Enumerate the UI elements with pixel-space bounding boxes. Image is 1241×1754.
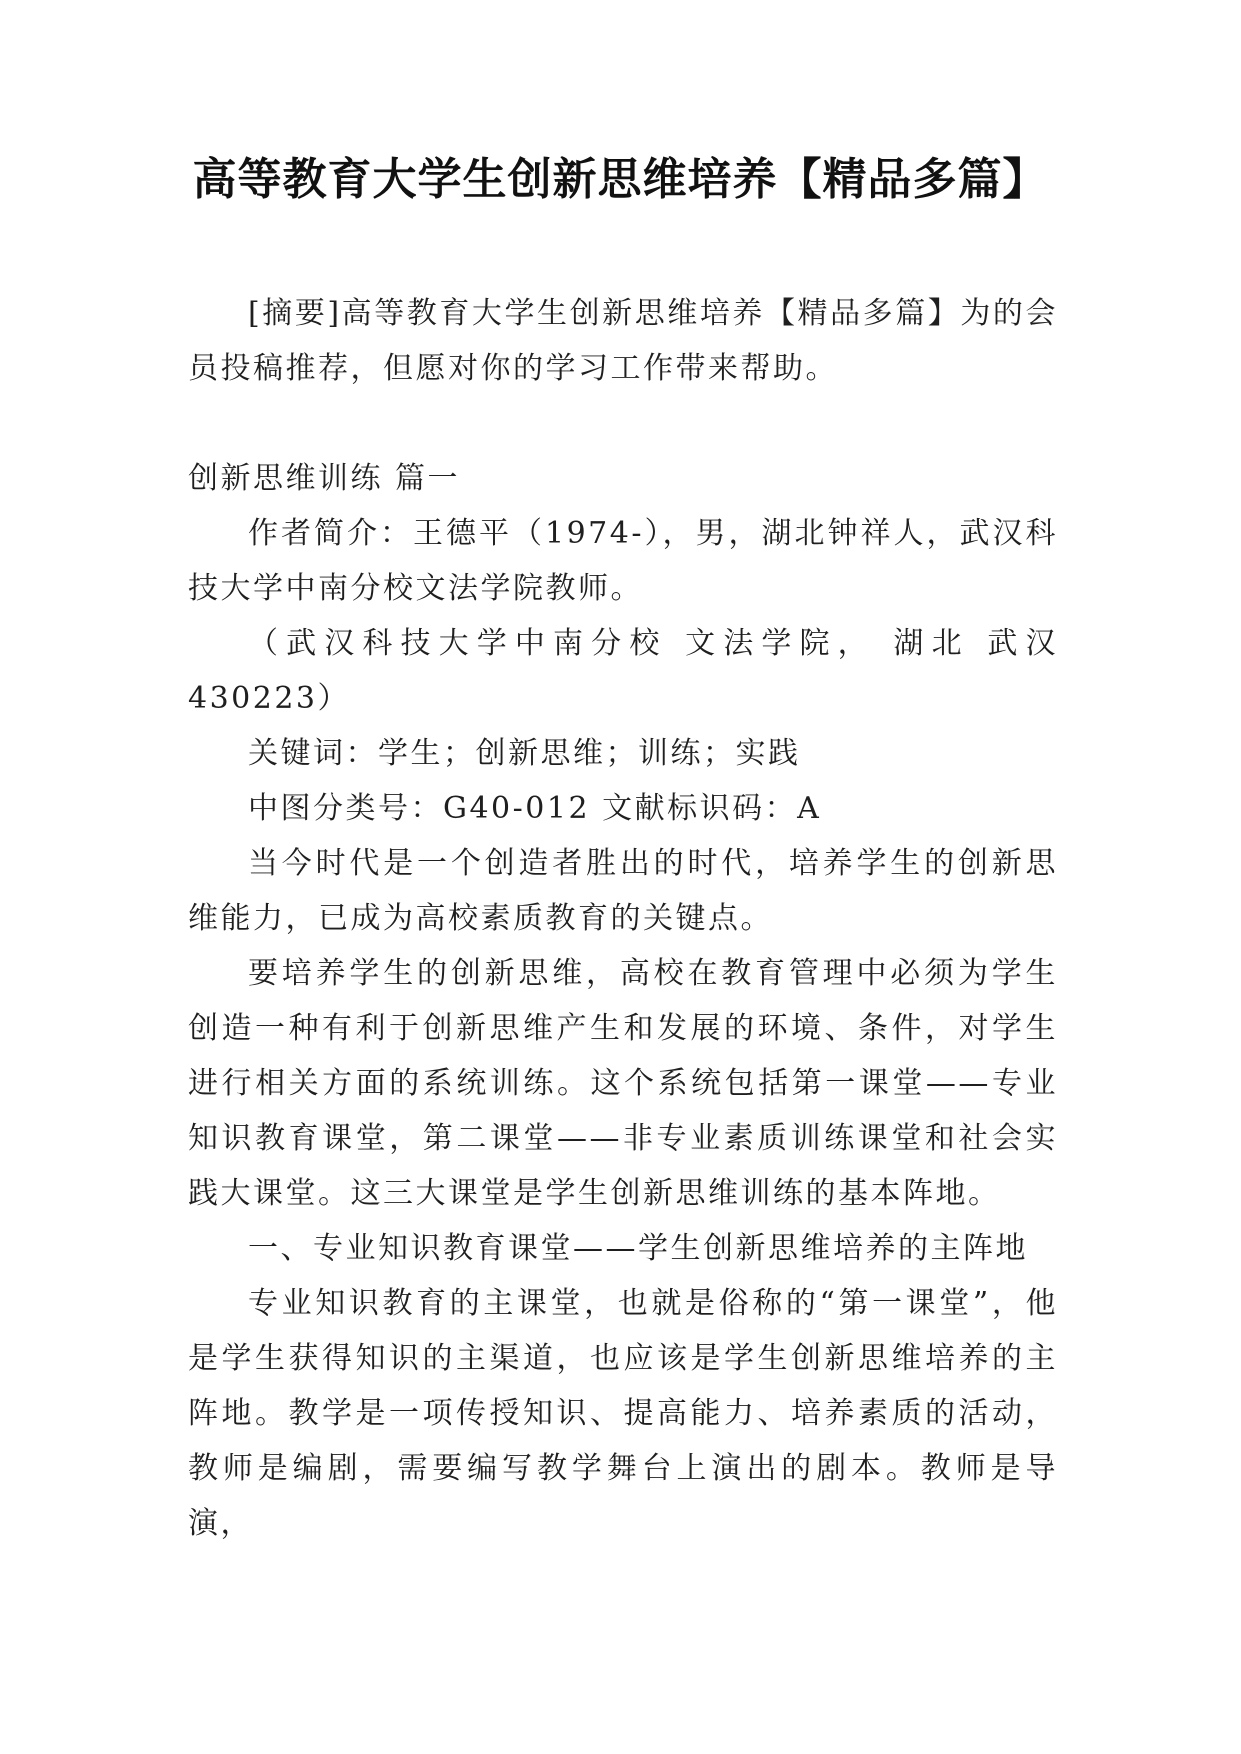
abstract-paragraph: [摘要]高等教育大学生创新思维培养【精品多篇】为的会员投稿推荐，但愿对你的学习工作带来帮助。 [188, 296, 1058, 386]
classification-paragraph: 中图分类号：G40-012 文献标识码：A [248, 791, 822, 826]
section-heading: 创新思维训练 篇一 [188, 461, 461, 496]
affiliation-paragraph: （武汉科技大学中南分校 文法学院， 湖北 武汉 430223） [188, 626, 1058, 716]
body-paragraph: 要培养学生的创新思维，高校在教育管理中必须为学生创造一种有利于创新思维产生和发展的环境、条件，对学生进行相关方面的系统训练。这个系统包括第一课堂——专业知识教育课堂，第二课堂——非专业素质训练课堂和社会实践大课堂。这三大课堂是学生创新思维训练的基本阵地。 [188, 956, 1058, 1211]
document-body [188, 286, 1058, 1551]
keywords-paragraph: 关键词：学生；创新思维；训练；实践 [248, 736, 801, 771]
document-title: 高等教育大学生创新思维培养【精品多篇】 [192, 154, 1048, 205]
body-paragraph: 当今时代是一个创造者胜出的时代，培养学生的创新思维能力，已成为高校素质教育的关键点。 [188, 846, 1058, 936]
body-paragraph: 专业知识教育的主课堂，也就是俗称的“第一课堂”，他是学生获得知识的主渠道，也应该是学生创新思维培养的主阵地。教学是一项传授知识、提高能力、培养素质的活动，教师是编剧，需要编写教学舞台上演出的剧本。教师是导演， [188, 1286, 1058, 1541]
subsection-heading: 一、专业知识教育课堂——学生创新思维培养的主阵地 [248, 1231, 1028, 1266]
author-bio-paragraph: 作者简介：王德平（1974-），男，湖北钟祥人，武汉科技大学中南分校文法学院教师。 [188, 516, 1058, 606]
